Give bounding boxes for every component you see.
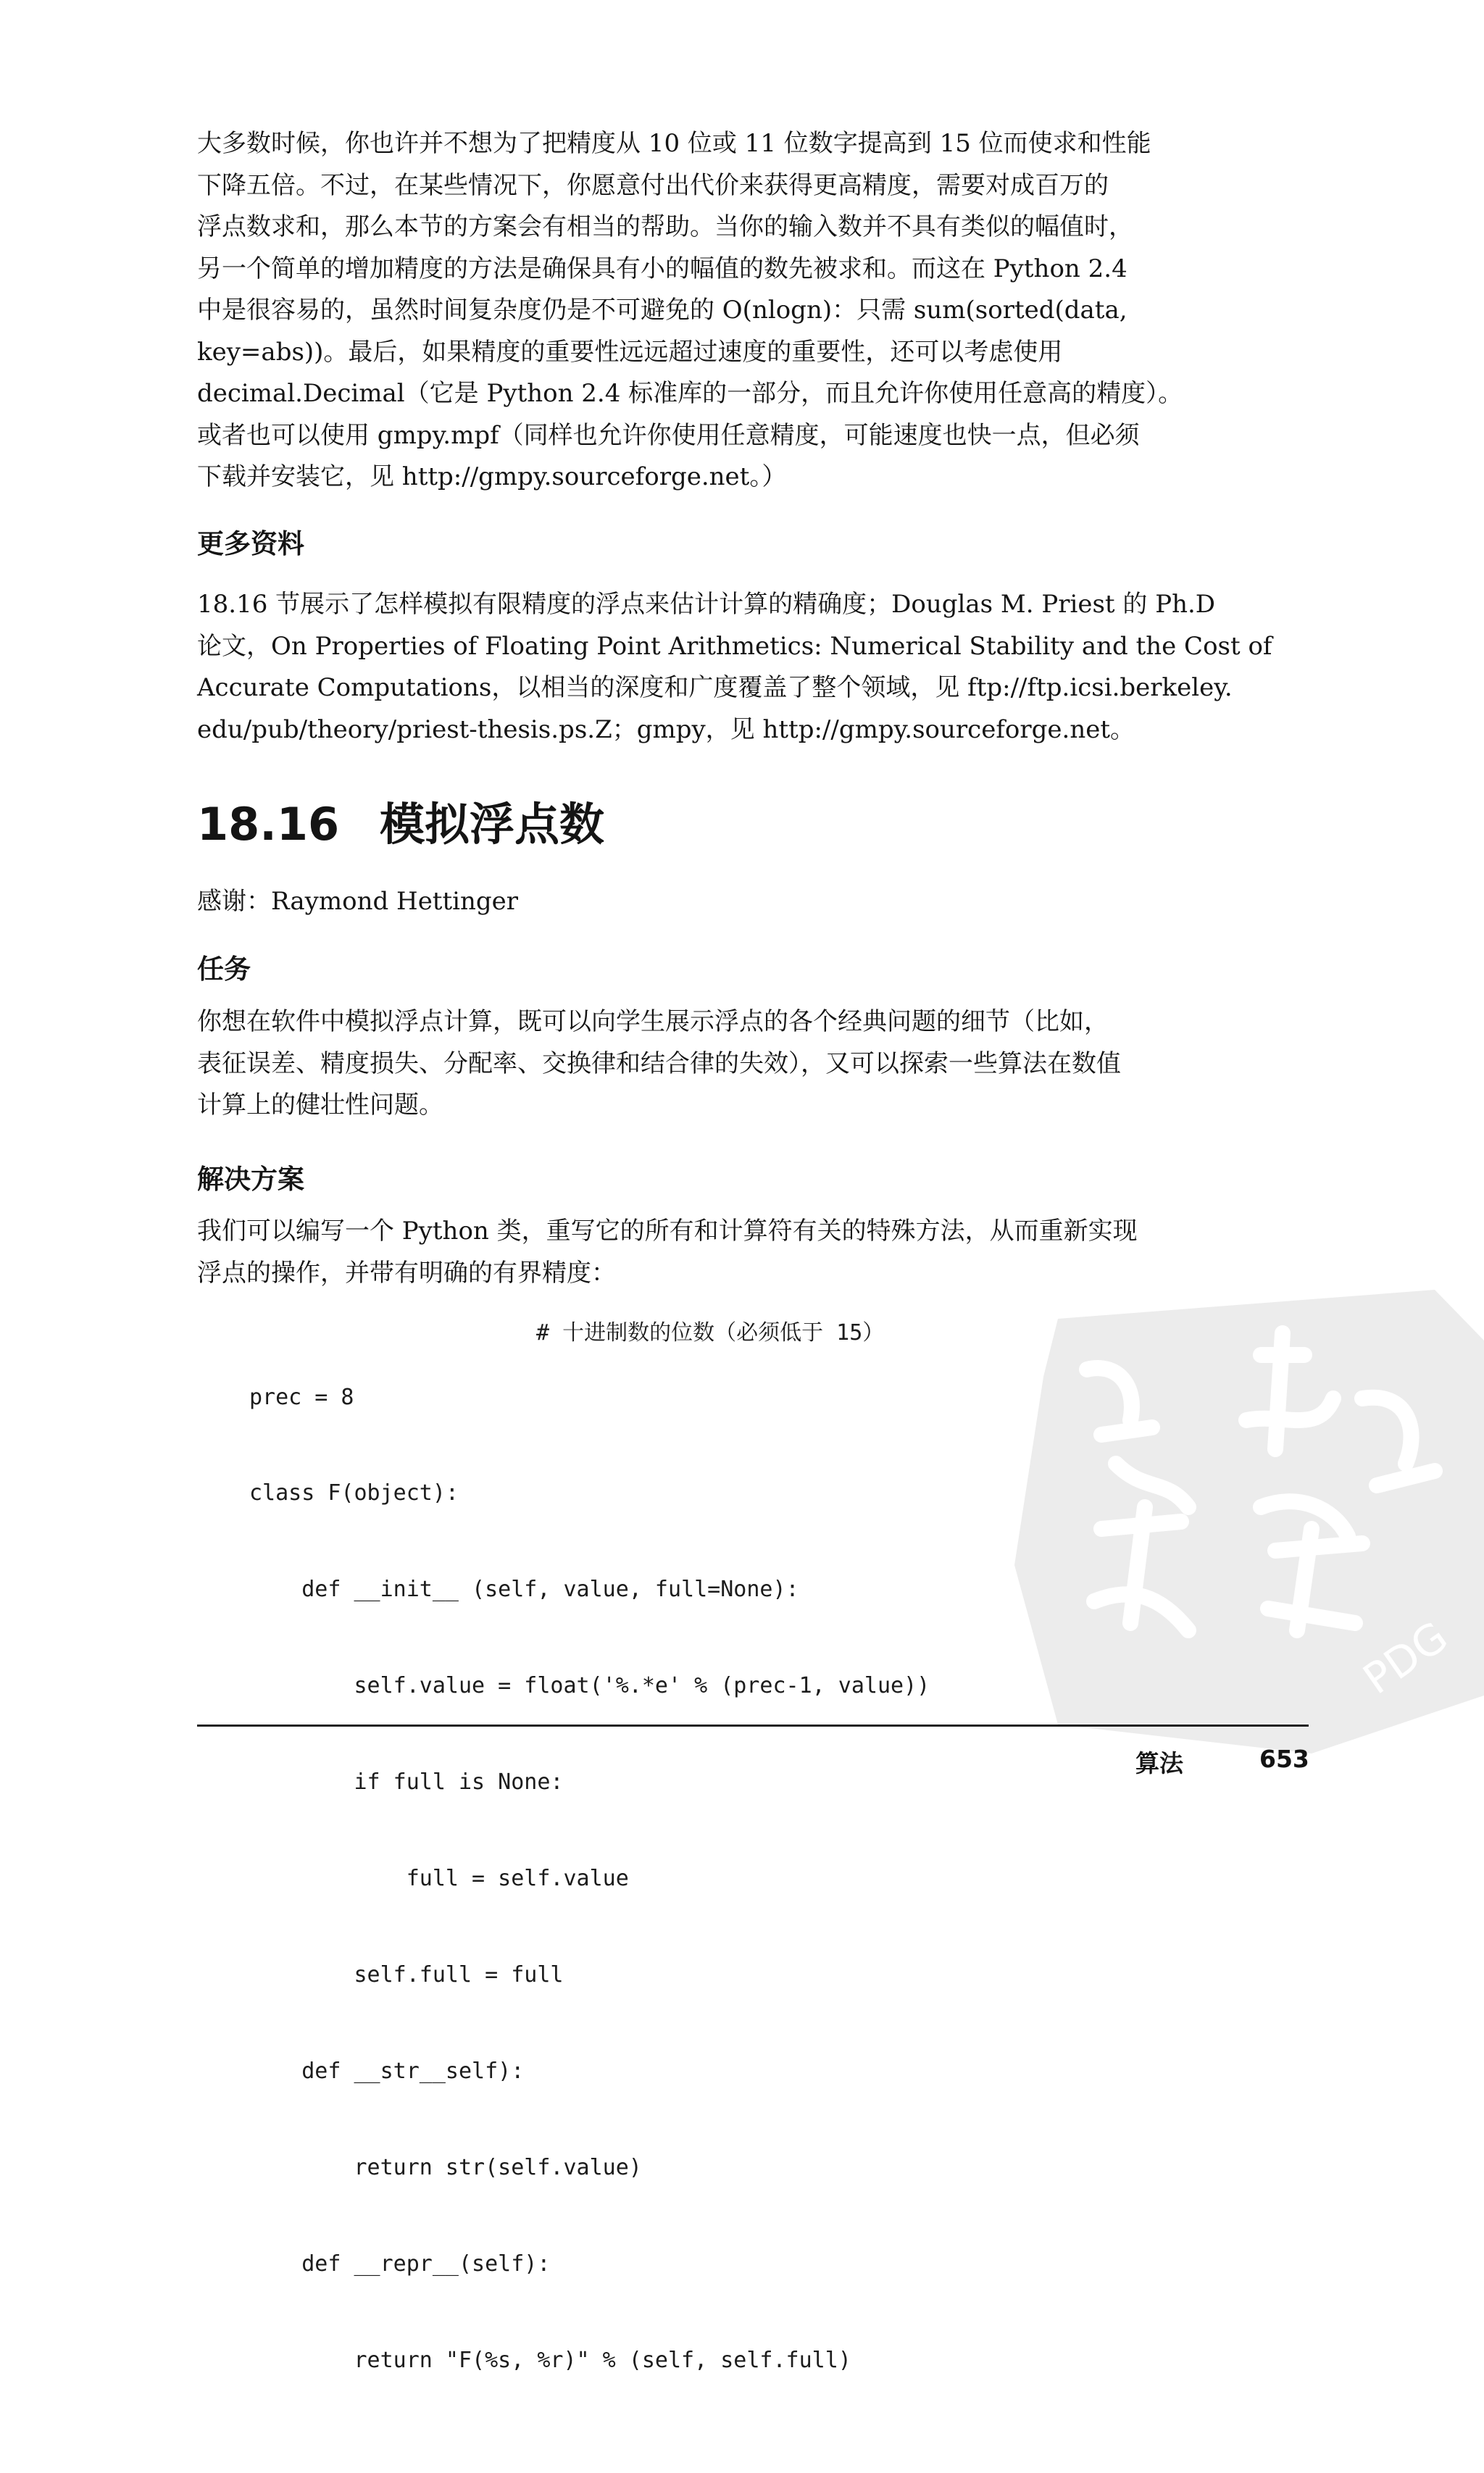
intro-paragraph [197,123,1309,499]
paragraph-line: 下载并安装它，见 http://gmpy.sourceforge.net。） [197,462,787,491]
section-number: 18.16 [197,798,340,851]
paragraph-line: 大多数时候，你也许并不想为了把精度从 10 位或 11 位数字提高到 15 位而使求和性能 [197,129,1151,158]
paragraph-line: 中是很容易的，虽然时间复杂度仍是不可避免的 O(nlogn)：只需 sum(sorted(data, [197,296,1127,325]
paragraph-line: 另一个简单的增加精度的方法是确保具有小的幅值的数先被求和。而这在 Python 2.4 [197,254,1127,283]
code-line: if full is None: [249,1769,564,1796]
code-line: prec = 8 [249,1384,354,1410]
section-title [197,797,604,852]
paragraph-line: 18.16 节展示了怎样模拟有限精度的浮点来估计计算的精确度；Douglas M. Priest 的 Ph.D [197,590,1216,619]
footer-chapter: 算法 [1135,1749,1183,1777]
code-line: full = self.value [249,1866,629,1892]
code-listing [249,1317,930,2473]
paragraph-line: 论文，On Properties of Floating Point Arithmetics: Numerical Stability and the Cost of [197,631,1272,661]
paragraph-line: edu/pub/theory/priest-thesis.ps.Z；gmpy，见 http://gmpy.sourceforge.net。 [197,714,1135,744]
footer-rule [197,1725,1309,1727]
code-line: self.full = full [249,1961,564,1988]
paragraph-line: 表征误差、精度损失、分配率、交换律和结合律的失效），又可以探索一些算法在数值 [197,1048,1121,1078]
paragraph-line: 或者也可以使用 gmpy.mpf（同样也允许你使用任意精度，可能速度也快一点，但必须 [197,420,1140,450]
see-also-paragraph [197,584,1309,751]
paragraph-line: 浮点数求和，那么本节的方案会有相当的帮助。当你的输入数并不具有类似的幅值时， [197,212,1133,241]
credit-line: 感谢：Raymond Hettinger [197,887,519,916]
see-also-heading: 更多资料 [197,528,304,559]
task-paragraph [197,1001,1309,1127]
task-heading: 任务 [197,954,251,985]
code-comment: # 十进制数的位数（必须低于 15） [536,1320,885,1346]
paragraph-line: 你想在软件中模拟浮点计算，既可以向学生展示浮点的各个经典问题的细节（比如， [197,1007,1109,1036]
paragraph-line: 下降五倍。不过，在某些情况下，你愿意付出代价来获得更高精度，需要对成百万的 [197,170,1109,200]
paragraph-line: decimal.Decimal（它是 Python 2.4 标准库的一部分，而且允许你使用任意高的精度）。 [197,379,1183,408]
code-line: def __str__self): [249,2058,525,2084]
paragraph-line: 浮点的操作，并带有明确的有界精度： [197,1258,616,1288]
code-line: def __repr__(self): [249,2251,551,2277]
library-seal-watermark [971,1290,1484,1753]
paragraph-line: 计算上的健壮性问题。 [197,1090,443,1119]
solution-paragraph [197,1211,1309,1294]
paragraph-line: Accurate Computations，以相当的深度和广度覆盖了整个领域，见 ftp://ftp.icsi.berkeley. [197,673,1233,702]
code-line: self.value = float('%.*e' % (prec-1, value)) [249,1673,930,1699]
code-line: def __init__ (self, value, full=None): [249,1577,799,1603]
page-number: 653 [1259,1745,1309,1773]
paragraph-line: 我们可以编写一个 Python 类，重写它的所有和计算符有关的特殊方法，从而重新实现 [197,1217,1138,1246]
code-line: class F(object): [249,1480,459,1506]
code-line: return "F(%s, %r)" % (self, self.full) [249,2347,851,2373]
code-line: return str(self.value) [249,2154,642,2180]
solution-heading: 解决方案 [197,1164,304,1195]
section-name: 模拟浮点数 [380,798,605,851]
paragraph-line: key=abs))。最后，如果精度的重要性远远超过速度的重要性，还可以考虑使用 [197,337,1063,367]
svg-text:PDG: PDG [1354,1611,1457,1704]
